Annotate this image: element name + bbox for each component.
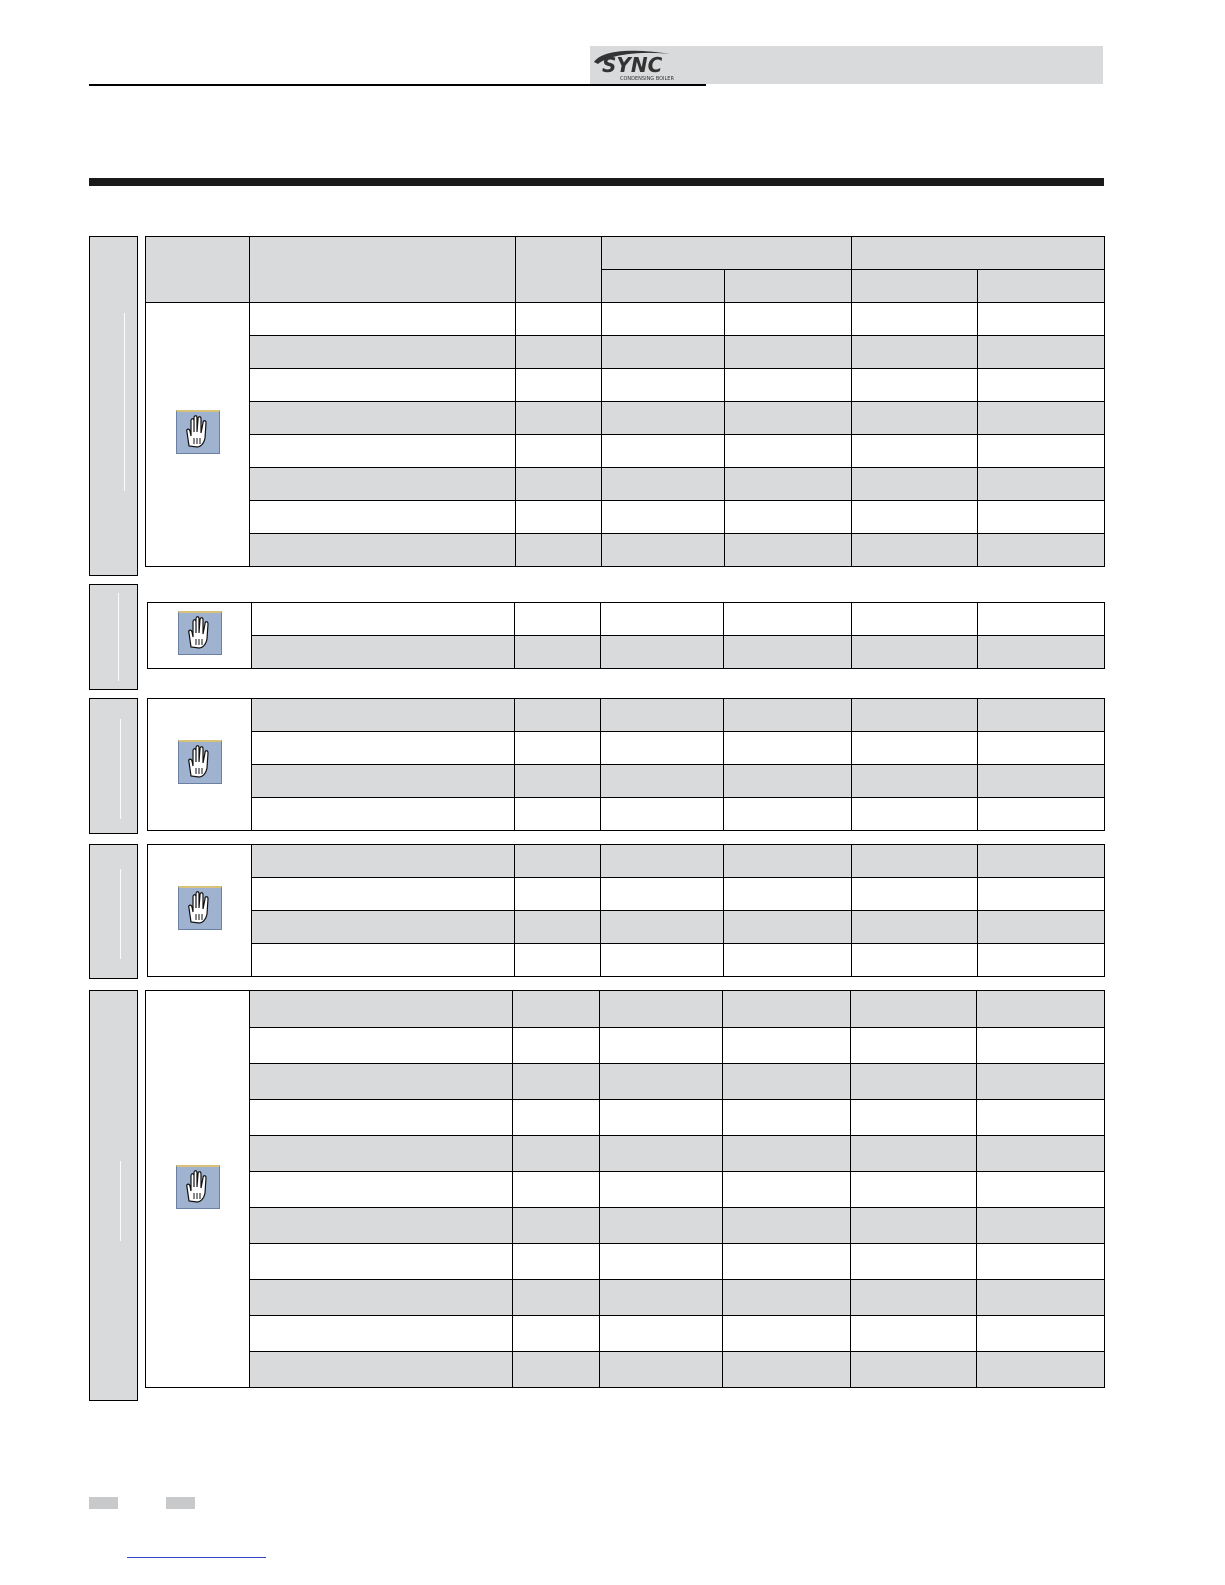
footer-page-marker (89, 1497, 118, 1509)
hand-icon (178, 611, 222, 655)
table-row (146, 1064, 1105, 1100)
logo-text: SYNC (602, 53, 663, 77)
table-row (148, 878, 1105, 911)
table-row (146, 991, 1105, 1028)
table-header-row (146, 237, 1105, 270)
header-rule (89, 84, 706, 86)
section-tab-2 (89, 584, 138, 690)
table-row (146, 1172, 1105, 1208)
table-row (146, 435, 1105, 468)
table-row (148, 603, 1105, 636)
table-row (146, 303, 1105, 336)
table-row (146, 1352, 1105, 1388)
table-row (146, 1136, 1105, 1172)
header-cell (250, 237, 516, 303)
header-group-cell (602, 237, 852, 270)
table-row (146, 1100, 1105, 1136)
table-row (148, 845, 1105, 878)
table-section-4 (147, 844, 1105, 977)
logo-subtext: CONDENSING BOILER (620, 76, 674, 82)
table-row (146, 336, 1105, 369)
hand-icon (176, 1165, 220, 1209)
header-cell (516, 237, 602, 303)
icon-cell (146, 991, 250, 1388)
table-row (148, 798, 1105, 831)
icon-cell (148, 845, 252, 977)
section-title-bar (89, 178, 1104, 186)
table-section-5 (145, 990, 1105, 1388)
section-tab-4 (89, 844, 138, 979)
footer-link-underline (127, 1557, 266, 1558)
table-row (146, 1208, 1105, 1244)
table-section-2 (147, 602, 1105, 669)
table-row (146, 1316, 1105, 1352)
table-row (146, 1280, 1105, 1316)
table-row (148, 765, 1105, 798)
subheader-cell (978, 270, 1105, 303)
table-row (148, 732, 1105, 765)
table-section-1 (145, 236, 1105, 567)
hand-icon (176, 410, 220, 454)
header-group-cell (852, 237, 1105, 270)
icon-cell (146, 303, 250, 567)
icon-cell (148, 603, 252, 669)
hand-icon (178, 740, 222, 784)
table-row (146, 501, 1105, 534)
hand-icon (178, 886, 222, 930)
table-row (146, 1028, 1105, 1064)
table-row (148, 699, 1105, 732)
footer-page-marker (166, 1497, 195, 1509)
subheader-cell (725, 270, 852, 303)
subheader-cell (602, 270, 725, 303)
section-tab-5 (89, 990, 138, 1401)
header-cell (146, 237, 250, 303)
table-row (148, 944, 1105, 977)
table-section-3 (147, 698, 1105, 831)
section-tab-1 (89, 236, 138, 576)
table-row (148, 911, 1105, 944)
sync-logo (592, 48, 712, 82)
table-row (148, 636, 1105, 669)
subheader-cell (852, 270, 978, 303)
table-row (146, 1244, 1105, 1280)
table-row (146, 468, 1105, 501)
table-row (146, 369, 1105, 402)
table-row (146, 402, 1105, 435)
section-tab-3 (89, 698, 138, 834)
icon-cell (148, 699, 252, 831)
table-row (146, 534, 1105, 567)
